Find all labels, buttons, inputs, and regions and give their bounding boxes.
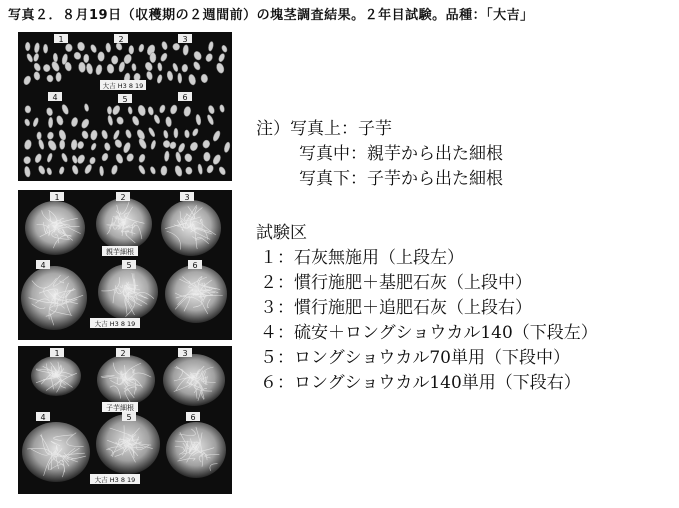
- plot-item-6: ６：ロングショウカル140単用（下段右）: [260, 373, 581, 393]
- tuber-grain: [205, 53, 214, 63]
- tuber-grain: [83, 54, 89, 63]
- date-card: 大吉 H3 8 19: [94, 320, 136, 328]
- tuber-grain: [201, 74, 209, 83]
- tuber-grain: [32, 117, 39, 127]
- tuber-grain: [138, 137, 148, 149]
- tag-4: 4: [40, 261, 46, 270]
- tuber-grain: [206, 114, 215, 126]
- tuber-grain: [191, 128, 199, 137]
- tuber-grain: [172, 63, 179, 73]
- tuber-grain: [169, 104, 178, 115]
- tuber-grain: [106, 63, 114, 73]
- tuber-grain: [43, 44, 48, 53]
- tag-6: 6: [192, 261, 198, 270]
- tuber-grain: [177, 142, 186, 153]
- tuber-grain: [183, 106, 191, 117]
- tuber-grain: [84, 163, 93, 174]
- tuber-grain: [107, 115, 113, 126]
- tuber-grain: [183, 45, 189, 56]
- tuber-grain: [78, 62, 86, 73]
- tuber-grain: [56, 72, 62, 81]
- plot-item-3: ３：慣行施肥＋追肥石灰（上段右）: [260, 298, 532, 318]
- tuber-grain: [115, 153, 124, 165]
- tuber-grain: [37, 132, 42, 140]
- tuber-grain: [56, 115, 65, 126]
- tuber-grain: [159, 104, 167, 113]
- tuber-grain: [223, 142, 231, 154]
- tuber-grain: [84, 103, 90, 111]
- tuber-grain: [149, 166, 156, 175]
- photo-cormels-image: [18, 32, 232, 181]
- tuber-grain: [25, 105, 31, 113]
- tuber-grain: [33, 53, 40, 62]
- tuber-grain: [150, 140, 156, 150]
- tuber-grain: [107, 106, 112, 114]
- tuber-grain: [172, 43, 180, 51]
- tag-3: 3: [184, 193, 190, 202]
- tuber-grain: [189, 141, 199, 152]
- tuber-grain: [47, 131, 55, 140]
- tuber-grain: [71, 139, 78, 150]
- tuber-grain: [33, 62, 42, 72]
- tuber-grain: [101, 152, 109, 162]
- tuber-grain: [86, 63, 94, 75]
- tuber-grain: [23, 156, 31, 165]
- plot-item-4: ４：硫安＋ロングショウカル140（下段左）: [260, 323, 598, 343]
- note-line-top: 注）写真上：子芋: [256, 119, 392, 139]
- tuber-grain: [61, 104, 70, 116]
- tuber-grain: [77, 141, 85, 150]
- tuber-grain: [148, 127, 156, 138]
- tuber-grain: [81, 130, 89, 140]
- tuber-grain: [204, 152, 211, 161]
- tuber-grain: [128, 106, 133, 114]
- tuber-grain: [162, 140, 171, 149]
- tuber-grain: [65, 44, 72, 52]
- tuber-grain: [90, 142, 97, 150]
- tuber-grain: [46, 107, 54, 116]
- tuber-grain: [138, 153, 146, 163]
- tuber-grain: [150, 53, 156, 63]
- tuber-grain: [183, 153, 193, 163]
- tuber-grain: [71, 155, 78, 164]
- tuber-grain: [208, 41, 214, 52]
- tuber-grain: [76, 154, 86, 165]
- plot-item-2: ２：慣行施肥＋基肥石灰（上段中）: [260, 273, 532, 293]
- tuber-grain: [153, 114, 161, 124]
- tuber-grain: [184, 130, 190, 139]
- tuber-grain: [38, 139, 45, 150]
- tuber-grain: [99, 166, 104, 176]
- tuber-grain: [90, 130, 98, 141]
- tuber-grain: [164, 151, 170, 162]
- tag-3: 3: [182, 349, 188, 358]
- tuber-grain: [76, 41, 85, 51]
- tuber-grain: [46, 167, 52, 175]
- tuber-grain: [218, 166, 227, 176]
- tuber-grain: [50, 60, 60, 72]
- note-line-middle: 写真中：親芋から出た細根: [299, 144, 503, 164]
- tuber-grain: [58, 166, 64, 175]
- plot-list: [256, 221, 598, 396]
- tuber-grain: [192, 61, 201, 71]
- tag-2: 2: [120, 193, 126, 202]
- tuber-grain: [215, 62, 225, 74]
- plot-list-heading: 試験区: [256, 223, 307, 243]
- photo-cormel-roots-image: [18, 346, 232, 494]
- tuber-grain: [131, 63, 136, 71]
- tuber-grain: [24, 118, 31, 126]
- tuber-grain: [101, 129, 109, 139]
- tuber-grain: [146, 71, 154, 81]
- tuber-grain: [25, 42, 30, 51]
- tuber-grains: [23, 41, 231, 178]
- photo-label: 子芋細根: [106, 404, 134, 412]
- tag-4: 4: [40, 413, 46, 422]
- tuber-grain: [221, 44, 228, 52]
- tuber-grain: [122, 142, 131, 154]
- tuber-grain: [43, 64, 51, 72]
- tuber-grain: [46, 153, 53, 163]
- tuber-grain: [112, 129, 120, 140]
- tuber-grain: [212, 154, 222, 166]
- tuber-grain: [114, 138, 123, 148]
- tuber-grain: [34, 153, 43, 164]
- tag-1: 1: [54, 193, 60, 202]
- date-card: 大吉 H3 8 19: [102, 82, 144, 90]
- tuber-grain: [48, 117, 53, 128]
- tag-6: 6: [190, 413, 196, 422]
- tuber-grain: [53, 53, 58, 62]
- tuber-grain: [73, 51, 82, 61]
- tuber-grain: [165, 116, 172, 127]
- tuber-grain: [125, 129, 133, 139]
- tuber-grain: [95, 64, 103, 75]
- tuber-grain: [177, 73, 182, 83]
- tuber-grain: [80, 118, 90, 130]
- tuber-grain: [193, 50, 203, 61]
- tuber-grain: [169, 141, 177, 150]
- tuber-grain: [111, 164, 119, 175]
- tuber-grain: [131, 115, 140, 126]
- tuber-grain: [70, 117, 78, 128]
- tag-5: 5: [126, 413, 132, 422]
- tuber-grain: [206, 164, 215, 174]
- tuber-grain: [197, 164, 203, 175]
- tuber-grain: [195, 114, 201, 125]
- tuber-grain: [89, 156, 97, 164]
- plot-item-5: ５：ロングショウカル70単用（下段中）: [260, 348, 570, 368]
- tag-5: 5: [126, 261, 132, 270]
- tuber-grain: [182, 64, 188, 72]
- tag-4: 4: [52, 93, 58, 102]
- photo-cormel-roots: [18, 346, 232, 494]
- tag-5: 5: [122, 95, 128, 104]
- tag-1: 1: [54, 349, 60, 358]
- tuber-grain: [166, 71, 173, 82]
- tuber-grain: [188, 74, 197, 86]
- tuber-grain: [71, 164, 79, 175]
- tuber-grain: [219, 104, 225, 112]
- photo-label: 親芋細根: [106, 248, 134, 256]
- tuber-grain: [138, 164, 147, 175]
- tuber-grain: [33, 71, 40, 80]
- tuber-grain: [26, 53, 34, 63]
- tuber-grain: [24, 139, 33, 150]
- tuber-grain: [47, 139, 58, 152]
- tuber-grain: [105, 43, 111, 53]
- tuber-grain: [185, 166, 193, 175]
- plot-item-1: １：石灰無施用（上段左）: [260, 248, 464, 268]
- tag-3: 3: [182, 35, 188, 44]
- tuber-grain: [160, 166, 167, 176]
- photo-cormels: [18, 32, 232, 181]
- photo-mother-corm-roots-image: [18, 190, 232, 340]
- tag-1: 1: [58, 35, 64, 44]
- figure-caption: 写真２．８月19日（収穫期の２週間前）の塊茎調査結果。２年目試験。品種：「大吉」: [8, 8, 534, 23]
- tuber-grain: [111, 104, 121, 116]
- tuber-grain: [59, 140, 65, 150]
- tuber-grain: [161, 41, 168, 50]
- tuber-grain: [156, 74, 163, 84]
- tuber-grain: [174, 165, 183, 177]
- tuber-grain: [137, 104, 147, 116]
- tuber-grain: [37, 165, 46, 175]
- tuber-grain: [23, 75, 33, 86]
- tuber-grain: [202, 139, 211, 148]
- tuber-grain: [98, 52, 105, 62]
- tuber-grain: [46, 74, 54, 82]
- tuber-grain: [129, 45, 134, 54]
- tuber-grain: [174, 128, 178, 138]
- tuber-grain: [118, 61, 126, 72]
- tag-2: 2: [118, 35, 124, 44]
- date-card: 大吉 H3 8 19: [94, 476, 136, 484]
- tuber-grain: [61, 152, 69, 162]
- tuber-grain: [175, 151, 182, 162]
- tuber-grain: [147, 106, 154, 116]
- tuber-grain: [58, 129, 67, 141]
- tuber-grain: [163, 130, 169, 139]
- tuber-grain: [138, 44, 145, 53]
- photo-mother-corm-roots: [18, 190, 232, 340]
- tuber-grain: [126, 153, 135, 163]
- tuber-grain: [218, 53, 226, 63]
- tuber-grain: [104, 142, 111, 151]
- photo-notes: [256, 117, 503, 192]
- tuber-grain: [160, 52, 169, 62]
- tuber-grain: [90, 44, 98, 54]
- note-line-bottom: 写真下：子芋から出た細根: [299, 169, 503, 189]
- tag-6: 6: [182, 93, 188, 102]
- tuber-grain: [157, 62, 162, 71]
- tuber-grain: [116, 116, 125, 125]
- tag-2: 2: [120, 349, 126, 358]
- tuber-grain: [24, 166, 31, 178]
- tuber-grain: [212, 130, 222, 142]
- tuber-grain: [111, 56, 118, 65]
- tuber-grain: [207, 105, 215, 115]
- tuber-grain: [34, 42, 40, 53]
